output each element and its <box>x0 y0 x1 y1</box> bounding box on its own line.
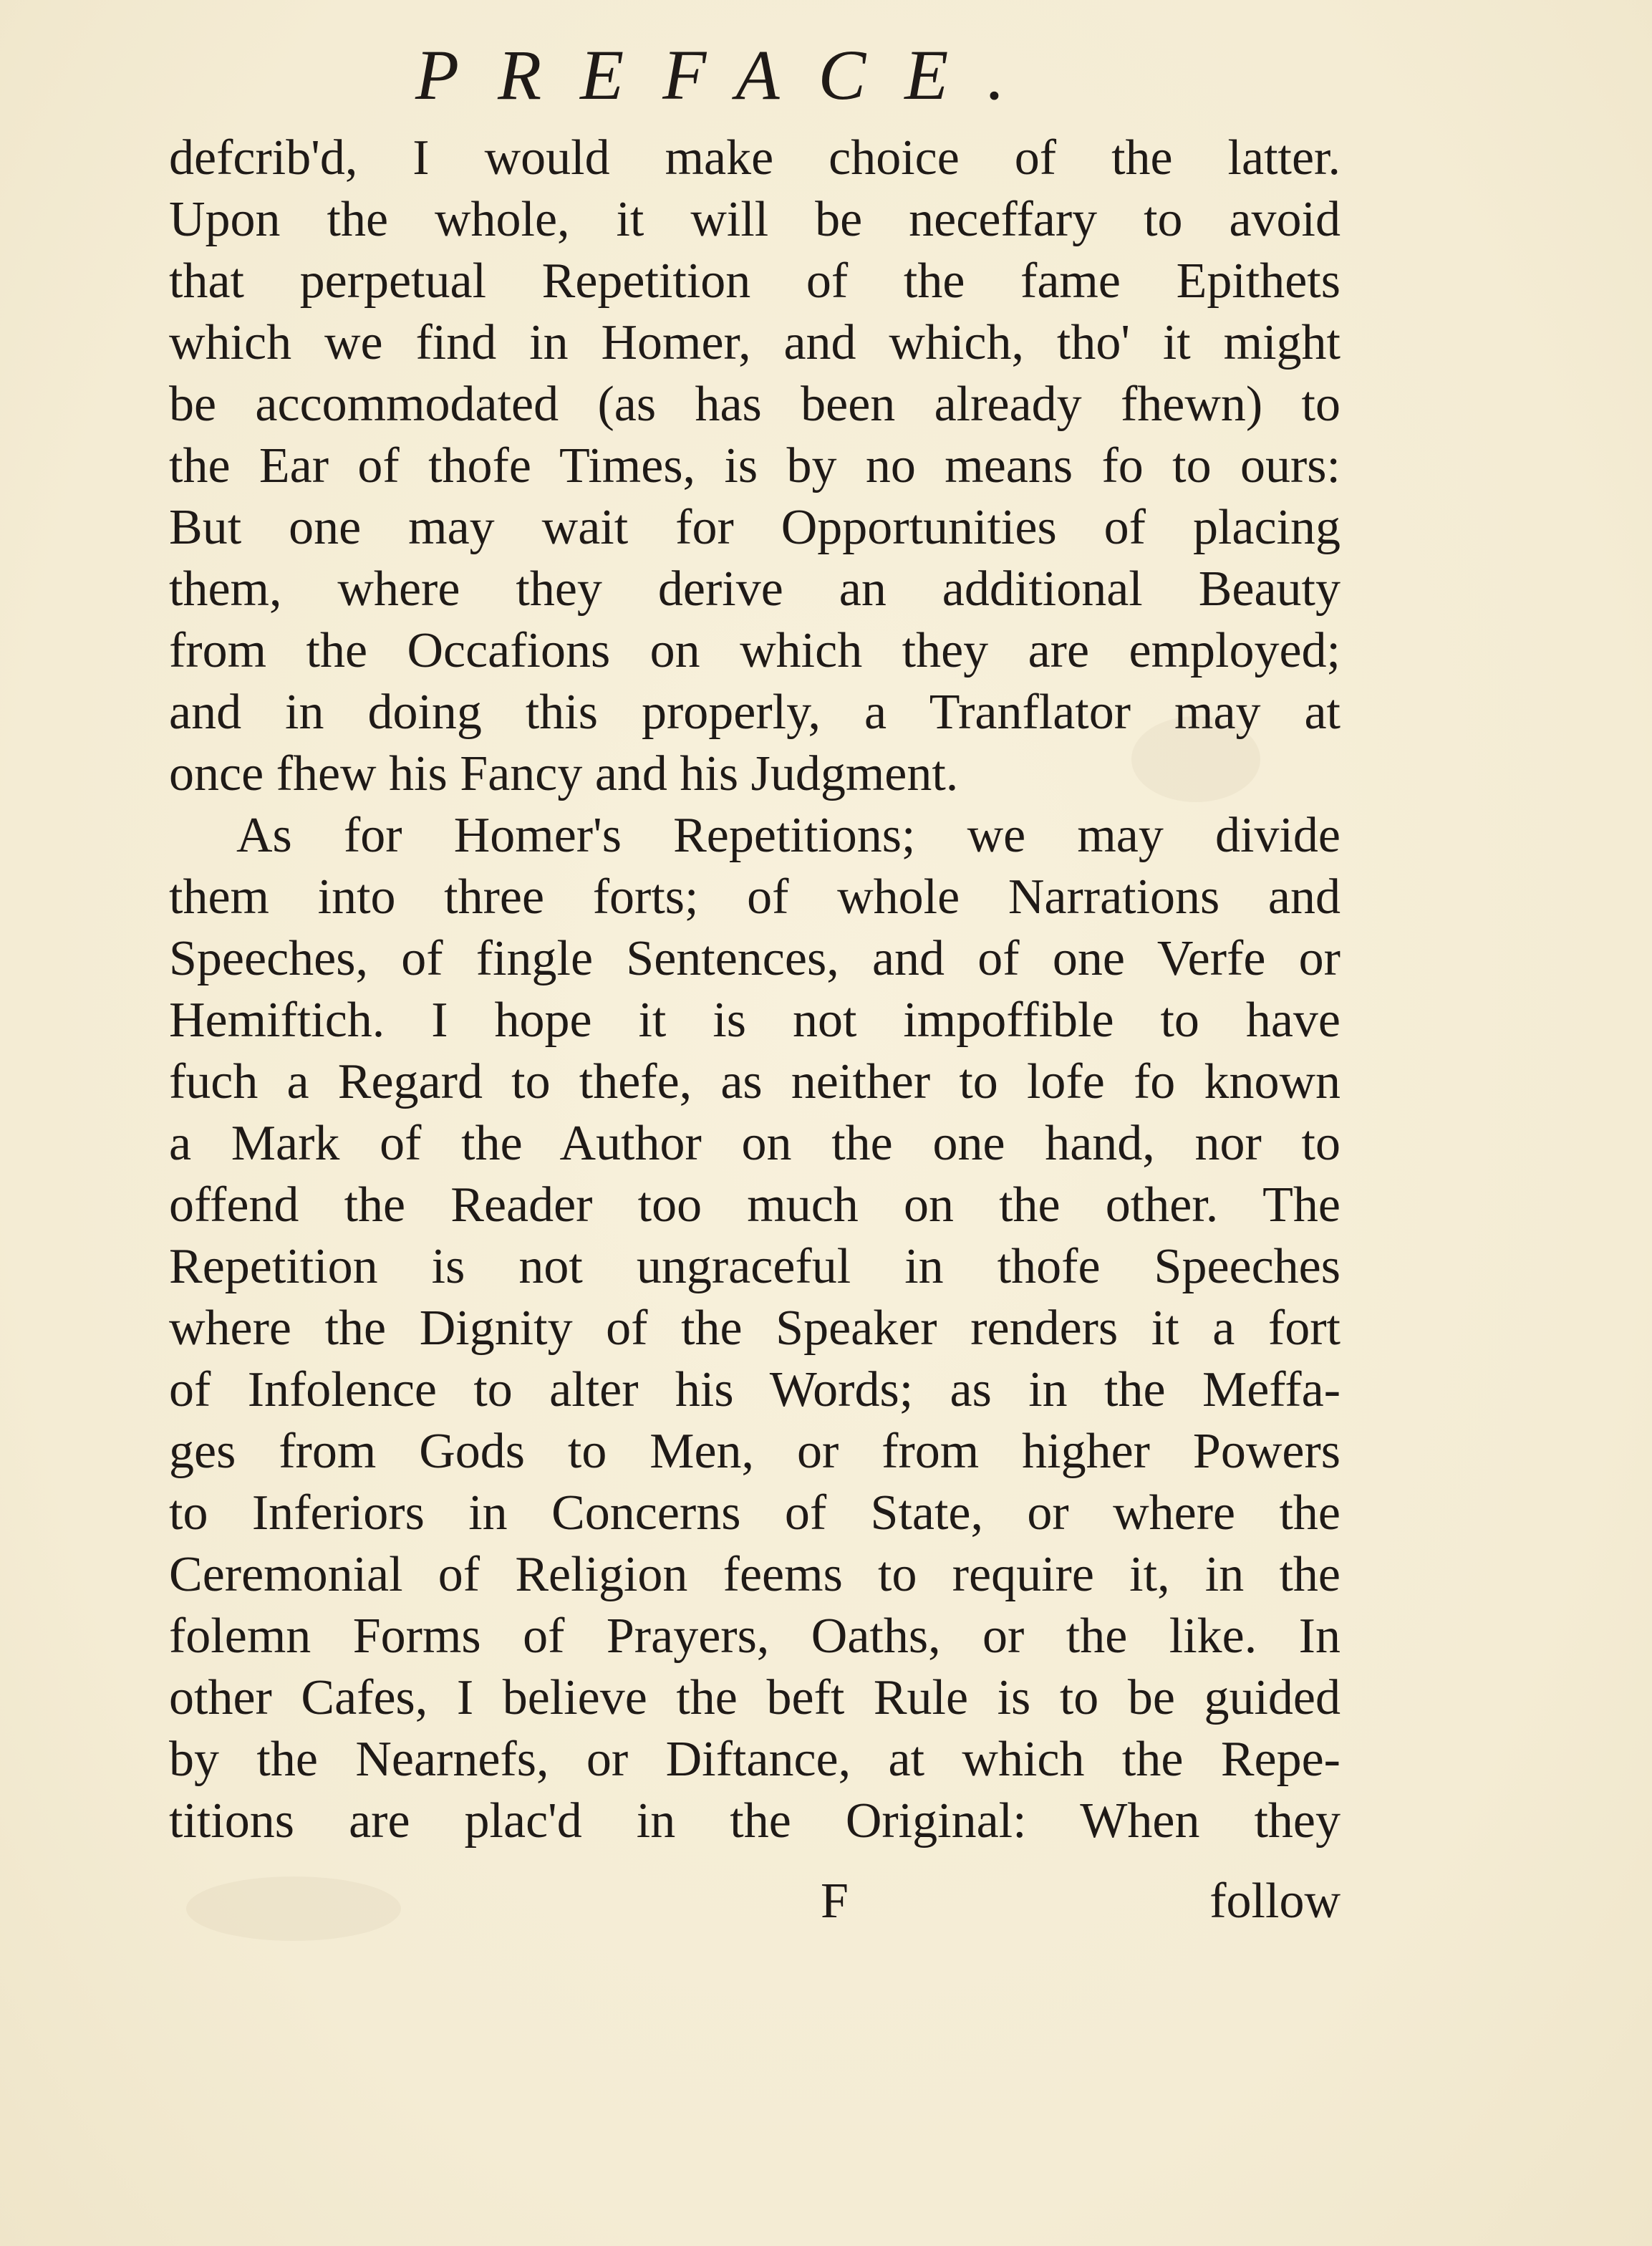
text-line: Repetition is not ungraceful in thofe Speeches <box>169 1239 1341 1294</box>
text-line: fuch a Regard to thefe, as neither to lofe fo known <box>169 1054 1341 1109</box>
text-line: a Mark of the Author on the one hand, nor to <box>169 1116 1341 1171</box>
text-line: by the Nearnefs, or Diftance, at which the Repe- <box>169 1732 1341 1787</box>
text-line: and in doing this properly, a Tranflator may at <box>169 685 1341 740</box>
text-line: ges from Gods to Men, or from higher Powers <box>169 1424 1341 1479</box>
text-line: which we find in Homer, and which, tho' it might <box>169 315 1341 370</box>
text-line: titions are plac'd in the Original: When they <box>169 1793 1341 1849</box>
catch-line <box>169 1871 1341 1932</box>
text-line-paragraph-start: As for Homer's Repetitions; we may divide <box>236 808 1341 863</box>
text-line: from the Occafions on which they are employed; <box>169 623 1341 678</box>
text-line: Hemiftich. I hope it is not impoffible to have <box>169 993 1341 1048</box>
text-line: Speeches, of fingle Sentences, and of one Verfe or <box>169 931 1341 986</box>
running-head: PREFACE. <box>415 35 1044 115</box>
text-line: of Infolence to alter his Words; as in the Meffa- <box>169 1362 1341 1417</box>
text-line: folemn Forms of Prayers, Oaths, or the like. In <box>169 1609 1341 1664</box>
text-line: offend the Reader too much on the other. The <box>169 1177 1341 1233</box>
text-line: Upon the whole, it will be neceffary to avoid <box>169 192 1341 247</box>
text-line: defcrib'd, I would make choice of the latter. <box>169 130 1341 185</box>
text-line: where the Dignity of the Speaker renders it a fort <box>169 1301 1341 1356</box>
text-line: the Ear of thofe Times, is by no means fo to ours: <box>169 438 1341 493</box>
text-line: to Inferiors in Concerns of State, or where the <box>169 1485 1341 1541</box>
text-line-paragraph-end: once fhew his Fancy and his Judgment. <box>169 746 959 801</box>
text-line: them, where they derive an additional Beauty <box>169 562 1341 617</box>
text-line: But one may wait for Opportunities of placing <box>169 500 1341 555</box>
text-line: other Cafes, I believe the beft Rule is to be guided <box>169 1670 1341 1725</box>
catchword: follow <box>1209 1874 1341 1929</box>
text-line: that perpetual Repetition of the fame Epithets <box>169 254 1341 309</box>
body-text <box>169 127 1341 1852</box>
text-line: them into three forts; of whole Narrations and <box>169 869 1341 925</box>
text-line: Ceremonial of Religion feems to require it, in the <box>169 1547 1341 1602</box>
text-line: be accommodated (as has been already fhewn) to <box>169 377 1341 432</box>
signature-mark: F <box>821 1874 849 1929</box>
